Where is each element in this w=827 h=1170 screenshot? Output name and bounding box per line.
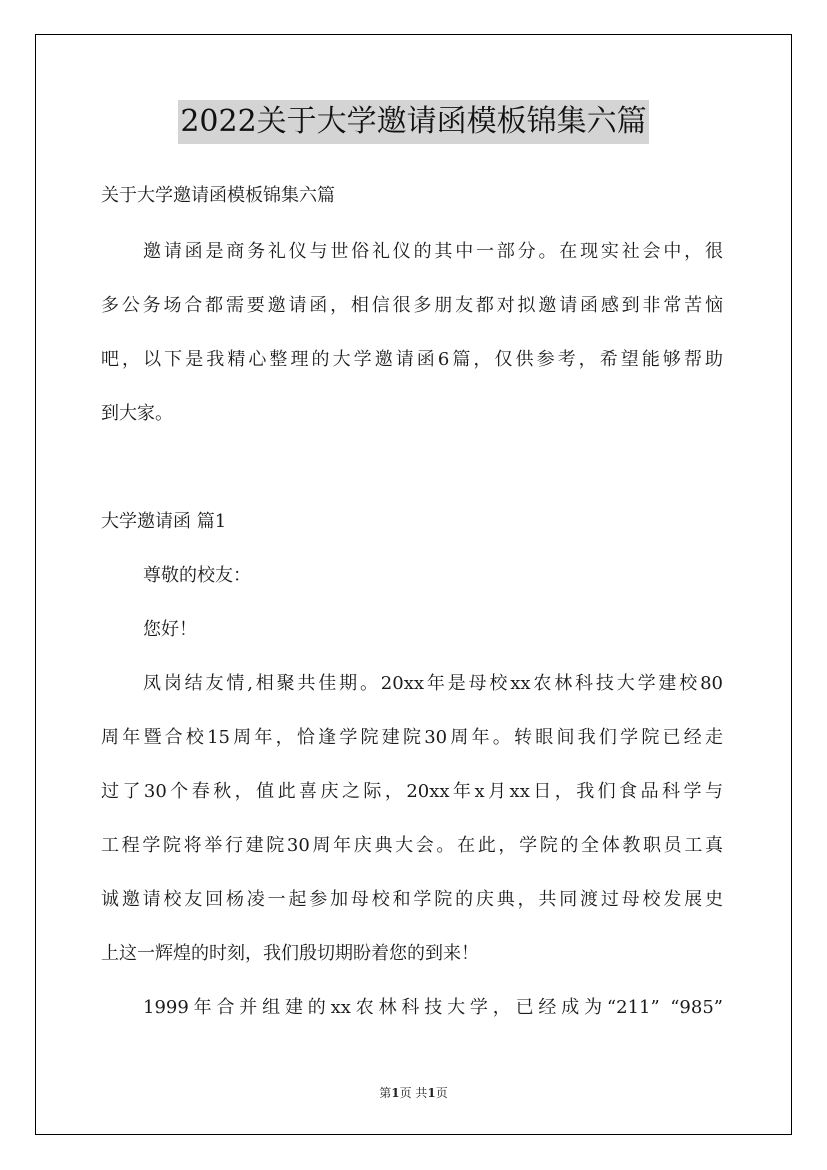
intro-line-1: 邀请函是商务礼仪与世俗礼仪的其中一部分。在现实社会中，很 bbox=[143, 241, 723, 262]
body-line-4: 工程学院将举行建院30周年庆典大会。在此，学院的全体教职员工真 bbox=[101, 835, 723, 856]
footer-total-pages: 1 bbox=[427, 1086, 436, 1100]
body-line-3: 过了30个春秋，值此喜庆之际，20xx年x月xx日，我们食品科学与 bbox=[101, 781, 723, 802]
footer-prefix: 第 bbox=[379, 1086, 392, 1100]
body-line-1: 凤岗结友情,相聚共佳期。20xx年是母校xx农林科技大学建校80 bbox=[143, 673, 723, 694]
footer-suffix: 页 bbox=[435, 1086, 448, 1100]
intro-line-2: 多公务场合都需要邀请函，相信很多朋友都对拟邀请函感到非常苦恼 bbox=[101, 295, 723, 316]
document-subtitle: 关于大学邀请函模板锦集六篇 bbox=[101, 185, 335, 206]
body-line-2: 周年暨合校15周年，恰逢学院建院30周年。转眼间我们学院已经走 bbox=[101, 727, 723, 748]
page-footer bbox=[0, 1084, 827, 1101]
document-title: 2022关于大学邀请函模板锦集六篇 bbox=[178, 100, 648, 144]
body-line-6: 上这一辉煌的时刻，我们殷切期盼着您的到来！ bbox=[101, 943, 479, 964]
footer-page-number: 1 bbox=[391, 1086, 400, 1100]
salutation: 尊敬的校友： bbox=[143, 565, 251, 586]
footer-mid: 页 共 bbox=[399, 1086, 428, 1100]
intro-line-3: 吧，以下是我精心整理的大学邀请函6篇，仅供参考，希望能够帮助 bbox=[101, 349, 723, 370]
greeting: 您好！ bbox=[143, 619, 197, 640]
title-container bbox=[0, 100, 827, 144]
section-heading: 大学邀请函 篇1 bbox=[101, 511, 227, 532]
body-line-5: 诚邀请校友回杨凌一起参加母校和学院的庆典，共同渡过母校发展史 bbox=[101, 889, 723, 910]
body-line-7: 1999年合并组建的xx农林科技大学，已经成为“211” “985” bbox=[143, 997, 723, 1018]
intro-line-4: 到大家。 bbox=[101, 403, 173, 424]
